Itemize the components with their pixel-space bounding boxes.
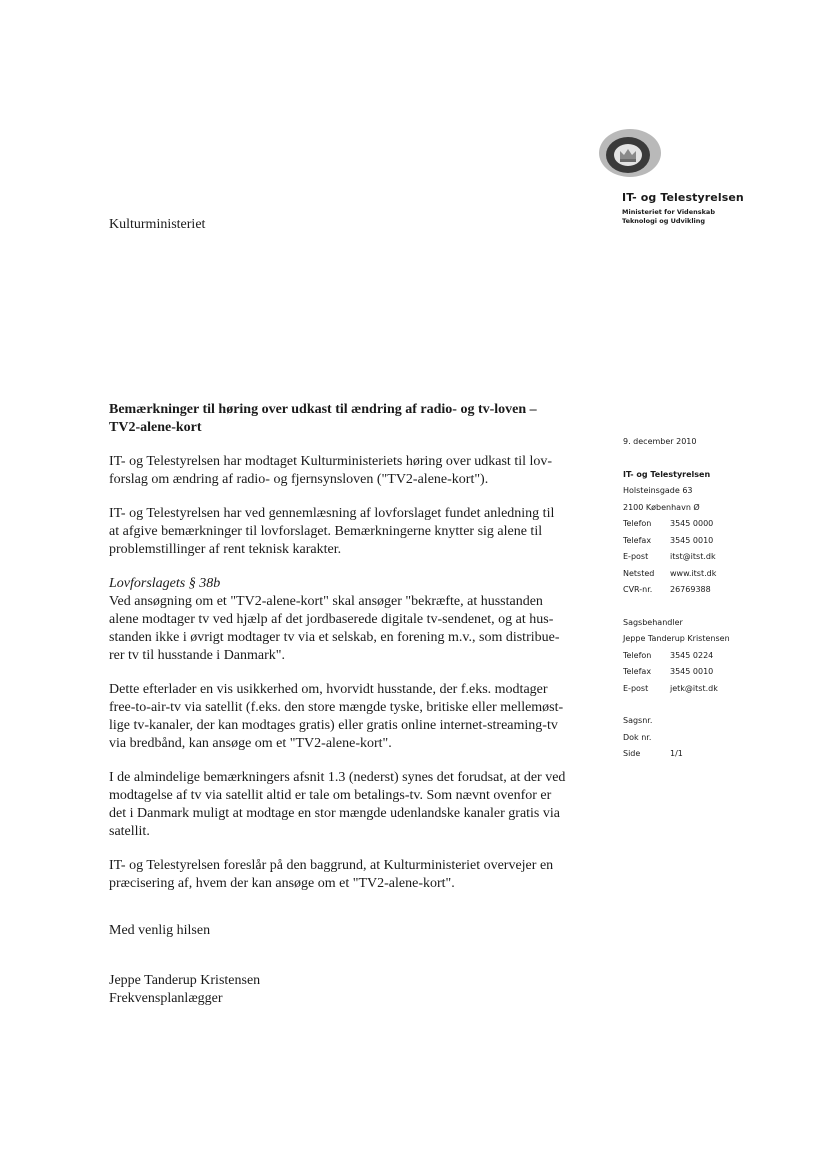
sidebar-address-2: 2100 København Ø bbox=[623, 502, 700, 512]
text-line: præcisering af, hvem der kan ansøge om et "TV2-alene-kort". bbox=[109, 876, 455, 891]
cvr-label: CVR-nr. bbox=[623, 585, 653, 594]
letter-body bbox=[109, 401, 599, 1008]
sidebar-fax-row bbox=[623, 533, 813, 550]
email-value: itst@itst.dk bbox=[670, 552, 716, 561]
web-value: www.itst.dk bbox=[670, 568, 717, 578]
sidebar-address-1: Holsteinsgade 63 bbox=[623, 486, 693, 495]
text-line: I de almindelige bemærkningers afsnit 1.3 (nederst) synes det forudsat, at der ved bbox=[109, 770, 566, 785]
fax-value: 3545 0010 bbox=[670, 535, 714, 545]
org-subtitle-line1: Ministeriet for Videnskab bbox=[622, 208, 715, 216]
org-subtitle-line2: Teknologi og Udvikling bbox=[622, 217, 706, 225]
spacer bbox=[623, 599, 813, 615]
cvr-value: 26769388 bbox=[670, 585, 711, 594]
paragraph-6 bbox=[109, 857, 599, 893]
paragraph-5 bbox=[109, 769, 599, 841]
sidebar-email-row bbox=[623, 549, 813, 566]
web-label: Netsted bbox=[623, 568, 655, 578]
letter-subject bbox=[109, 401, 599, 437]
signer-name: Jeppe Tanderup Kristensen bbox=[109, 973, 261, 988]
handler-label: Sagsbehandler bbox=[623, 617, 683, 627]
paragraph-2 bbox=[109, 505, 599, 559]
page-value: 1/1 bbox=[670, 749, 683, 758]
paragraph-4 bbox=[109, 681, 599, 753]
text-line: IT- og Telestyrelsen har ved gennemlæsning af lovforslaget fundet anledning til bbox=[109, 506, 555, 521]
section-title: Lovforslagets § 38b bbox=[109, 576, 221, 591]
text-line: at afgive bemærkninger til lovforslaget. Bemærkningerne knytter sig alene til bbox=[109, 524, 543, 539]
paragraph-3 bbox=[109, 593, 599, 665]
signer-title: Frekvensplanlægger bbox=[109, 991, 223, 1006]
sidebar-org: IT- og Telestyrelsen bbox=[623, 469, 711, 479]
fax-value: 3545 0010 bbox=[670, 667, 714, 676]
text-line: problemstillinger af rent teknisk karakter. bbox=[109, 542, 342, 557]
page-label: Side bbox=[623, 749, 641, 758]
subject-line: Bemærkninger til høring over udkast til ændring af radio- og tv-loven – bbox=[109, 402, 537, 417]
email-label: E-post bbox=[623, 552, 649, 561]
text-line: modtagelse af tv via satellit altid er tale om betalings-tv. Som nævnt ovenfor er bbox=[109, 788, 552, 803]
handler-email-row bbox=[623, 681, 813, 698]
handler-name: Jeppe Tanderup Kristensen bbox=[623, 634, 730, 643]
text-line: standen ikke i øvrigt modtager tv via et selskab, en forening m.v., som distribue- bbox=[109, 630, 560, 645]
handler-fax-row bbox=[623, 664, 813, 681]
phone-value: 3545 0224 bbox=[670, 650, 714, 660]
phone-label: Telefon bbox=[623, 650, 652, 660]
spacer bbox=[623, 697, 813, 713]
text-line: alene modtager tv ved hjælp af det jordbaserede digitale tv-sendenet, og at hus- bbox=[109, 612, 554, 627]
text-line: satellit. bbox=[109, 824, 150, 839]
sidebar-contact-info bbox=[623, 434, 813, 763]
page-row bbox=[623, 746, 813, 763]
org-subtitle bbox=[622, 208, 715, 226]
text-line: IT- og Telestyrelsen har modtaget Kulturministeriets høring over udkast til lov- bbox=[109, 454, 553, 469]
recipient: Kulturministeriet bbox=[109, 217, 206, 232]
text-line: rer tv til husstande i Danmark". bbox=[109, 648, 286, 663]
phone-label: Telefon bbox=[623, 519, 652, 528]
email-value: jetk@itst.dk bbox=[670, 683, 718, 693]
fax-label: Telefax bbox=[623, 535, 652, 545]
text-line: det i Danmark muligt at modtage en stor mængde udenlandske kanaler gratis via bbox=[109, 806, 560, 821]
subject-line: TV2-alene-kort bbox=[109, 420, 202, 435]
fax-label: Telefax bbox=[623, 667, 652, 676]
email-label: E-post bbox=[623, 683, 649, 693]
document-number-label: Dok nr. bbox=[623, 732, 652, 742]
org-name: IT- og Telestyrelsen bbox=[622, 191, 744, 204]
text-line: IT- og Telestyrelsen foreslår på den baggrund, at Kulturministeriet overvejer en bbox=[109, 858, 554, 873]
text-line: lige tv-kanaler, der kan modtages gratis) eller gratis online internet-streaming-tv bbox=[109, 718, 558, 733]
paragraph-1 bbox=[109, 453, 599, 489]
phone-value: 3545 0000 bbox=[670, 519, 714, 528]
sidebar-phone-row bbox=[623, 516, 813, 533]
closing: Med venlig hilsen bbox=[109, 923, 211, 938]
text-line: forslag om ændring af radio- og fjernsynsloven ("TV2-alene-kort"). bbox=[109, 472, 489, 487]
sidebar-cvr-row bbox=[623, 582, 813, 599]
text-line: Dette efterlader en vis usikkerhed om, hvorvidt husstande, der f.eks. modtager bbox=[109, 682, 548, 697]
case-number-label: Sagsnr. bbox=[623, 716, 653, 725]
text-line: Ved ansøgning om et "TV2-alene-kort" skal ansøger "bekræfte, at husstanden bbox=[109, 594, 543, 609]
text-line: free-to-air-tv via satellit (f.eks. den store mængde tyske, britiske eller mellemøst- bbox=[109, 700, 564, 715]
handler-phone-row bbox=[623, 648, 813, 665]
ministry-crown-logo bbox=[598, 127, 662, 179]
letter-date: 9. december 2010 bbox=[623, 437, 697, 446]
signature-block bbox=[109, 972, 599, 1008]
sidebar-web-row bbox=[623, 566, 813, 583]
text-line: via bredbånd, kan ansøge om et "TV2-alene-kort". bbox=[109, 736, 392, 751]
